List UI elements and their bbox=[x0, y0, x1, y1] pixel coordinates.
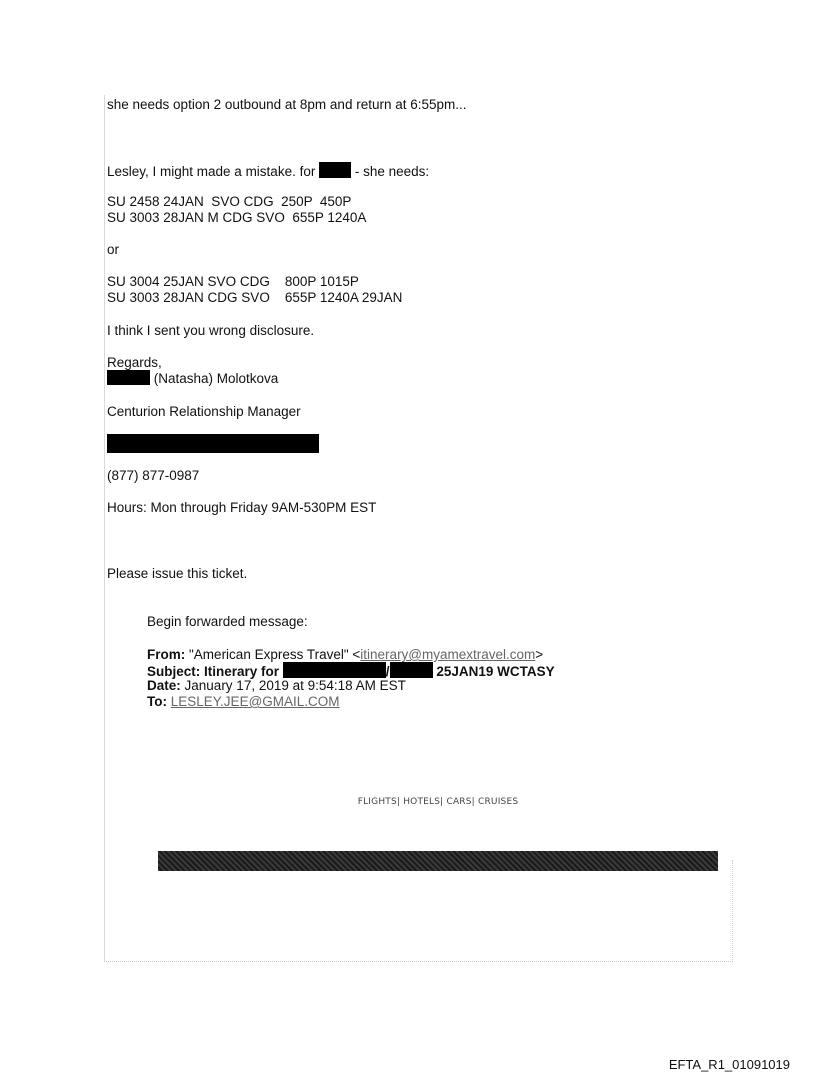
signature-name: (Natasha) Molotkova bbox=[153, 371, 279, 386]
from-email-link[interactable]: itinerary@myamextravel.com bbox=[360, 647, 536, 662]
from-name: "American Express Travel" < bbox=[189, 647, 361, 662]
body-line-lesley bbox=[107, 162, 429, 180]
flight-line-2a: SU 3004 25JAN SVO CDG 800P 1015P bbox=[107, 274, 359, 289]
forwarded-date bbox=[147, 678, 406, 693]
redaction-subject-1 bbox=[283, 662, 386, 678]
or-text: or bbox=[107, 242, 120, 257]
subject-separator: / bbox=[385, 664, 390, 679]
nav-links[interactable]: FLIGHTS| HOTELS| CARS| CRUISES bbox=[357, 797, 519, 807]
to-email-link[interactable]: LESLEY.JEE@GMAIL.COM bbox=[170, 694, 340, 709]
redacted-banner bbox=[158, 851, 718, 871]
issue-ticket-text: Please issue this ticket. bbox=[107, 566, 248, 581]
hours-text: Hours: Mon through Friday 9AM-530PM EST bbox=[107, 500, 377, 515]
redaction-name-2 bbox=[107, 370, 150, 385]
redaction-name-1 bbox=[319, 162, 351, 178]
from-label: From: bbox=[147, 647, 186, 662]
forwarded-header: Begin forwarded message: bbox=[147, 614, 308, 629]
body-line-option bbox=[107, 97, 467, 113]
flight-line-1a: SU 2458 24JAN SVO CDG 250P 450P bbox=[107, 194, 352, 209]
signature-name-line bbox=[107, 370, 278, 387]
forwarded-from bbox=[147, 647, 543, 662]
disclosure-text: I think I sent you wrong disclosure. bbox=[107, 323, 315, 338]
redaction-subject-2 bbox=[390, 662, 433, 678]
forwarded-subject bbox=[147, 662, 555, 679]
flight-line-2b: SU 3003 28JAN CDG SVO 655P 1240A 29JAN bbox=[107, 290, 403, 305]
lesley-text-a: Lesley, I might made a mistake. for bbox=[107, 164, 316, 179]
lesley-text-b: - she needs: bbox=[354, 164, 430, 179]
redaction-contact bbox=[107, 434, 319, 453]
date-label: Date: bbox=[147, 678, 181, 693]
document-id: EFTA_R1_01091019 bbox=[668, 1057, 790, 1072]
forwarded-to bbox=[147, 694, 340, 709]
option-text: she needs option 2 outbound at 8pm and return at 6:55pm... bbox=[107, 97, 467, 112]
inner-frame-border bbox=[718, 860, 733, 960]
subject-label: Subject: Itinerary for bbox=[147, 664, 280, 679]
from-close: > bbox=[535, 647, 544, 662]
regards-text: Regards, bbox=[107, 355, 162, 370]
signature-title: Centurion Relationship Manager bbox=[107, 404, 301, 419]
date-value: January 17, 2019 at 9:54:18 AM EST bbox=[184, 678, 406, 693]
subject-tail: 25JAN19 WCTASY bbox=[436, 664, 555, 679]
flight-line-1b: SU 3003 28JAN M CDG SVO 655P 1240A bbox=[107, 210, 367, 225]
to-label: To: bbox=[147, 694, 167, 709]
phone-text: (877) 877-0987 bbox=[107, 468, 200, 483]
